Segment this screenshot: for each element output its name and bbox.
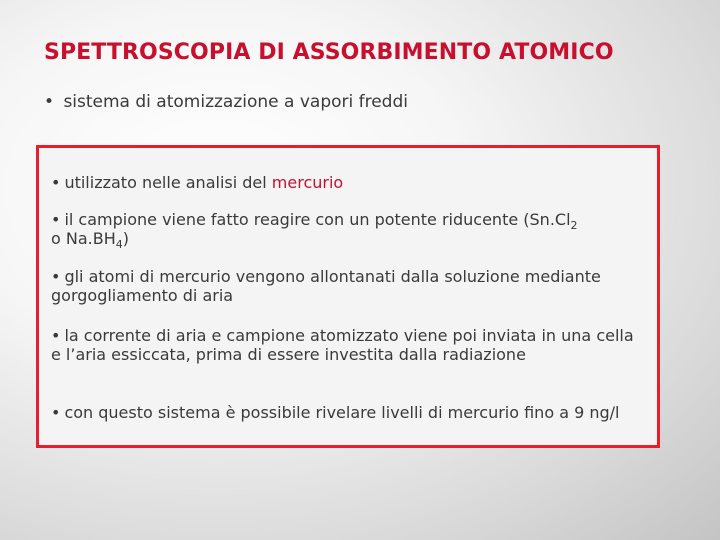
- bullet-item: [51, 173, 635, 192]
- subtitle-line: [44, 92, 408, 112]
- bullet-text: gli atomi di mercurio vengono allontanati dalla soluzione mediante gorgogliamento di aria: [51, 267, 601, 305]
- subtitle-text: sistema di atomizzazione a vapori freddi: [63, 92, 408, 112]
- bullet-item: [51, 210, 635, 252]
- subscript: 2: [570, 219, 578, 233]
- bullet-text: il campione viene fatto reagire con un potente riducente (Sn.Cl: [64, 210, 571, 229]
- highlight-word: mercurio: [271, 173, 344, 192]
- slide-title: SPETTROSCOPIA DI ASSORBIMENTO ATOMICO: [44, 40, 614, 65]
- bullet-item: [51, 403, 635, 422]
- bullet-item: [51, 267, 635, 305]
- bullet-dot: •: [51, 173, 61, 192]
- bullet-text: utilizzato nelle analisi del: [64, 173, 272, 192]
- bullet-text: ): [122, 229, 129, 248]
- bullet-item: [51, 326, 635, 364]
- content-box: [36, 145, 660, 448]
- bullet-dot: •: [44, 92, 55, 112]
- bullet-dot: •: [51, 403, 61, 422]
- bullet-dot: •: [51, 267, 61, 286]
- bullet-text: con questo sistema è possibile rivelare livelli di mercurio fino a 9 ng/l: [64, 403, 620, 422]
- bullet-text: o Na.BH: [51, 229, 116, 248]
- subscript: 4: [115, 238, 123, 252]
- bullet-dot: •: [51, 210, 61, 229]
- bullet-dot: •: [51, 326, 61, 345]
- bullet-text: la corrente di aria e campione atomizzato viene poi inviata in una cella e l’aria essiccata, prima di essere investita dalla radiazione: [51, 326, 634, 364]
